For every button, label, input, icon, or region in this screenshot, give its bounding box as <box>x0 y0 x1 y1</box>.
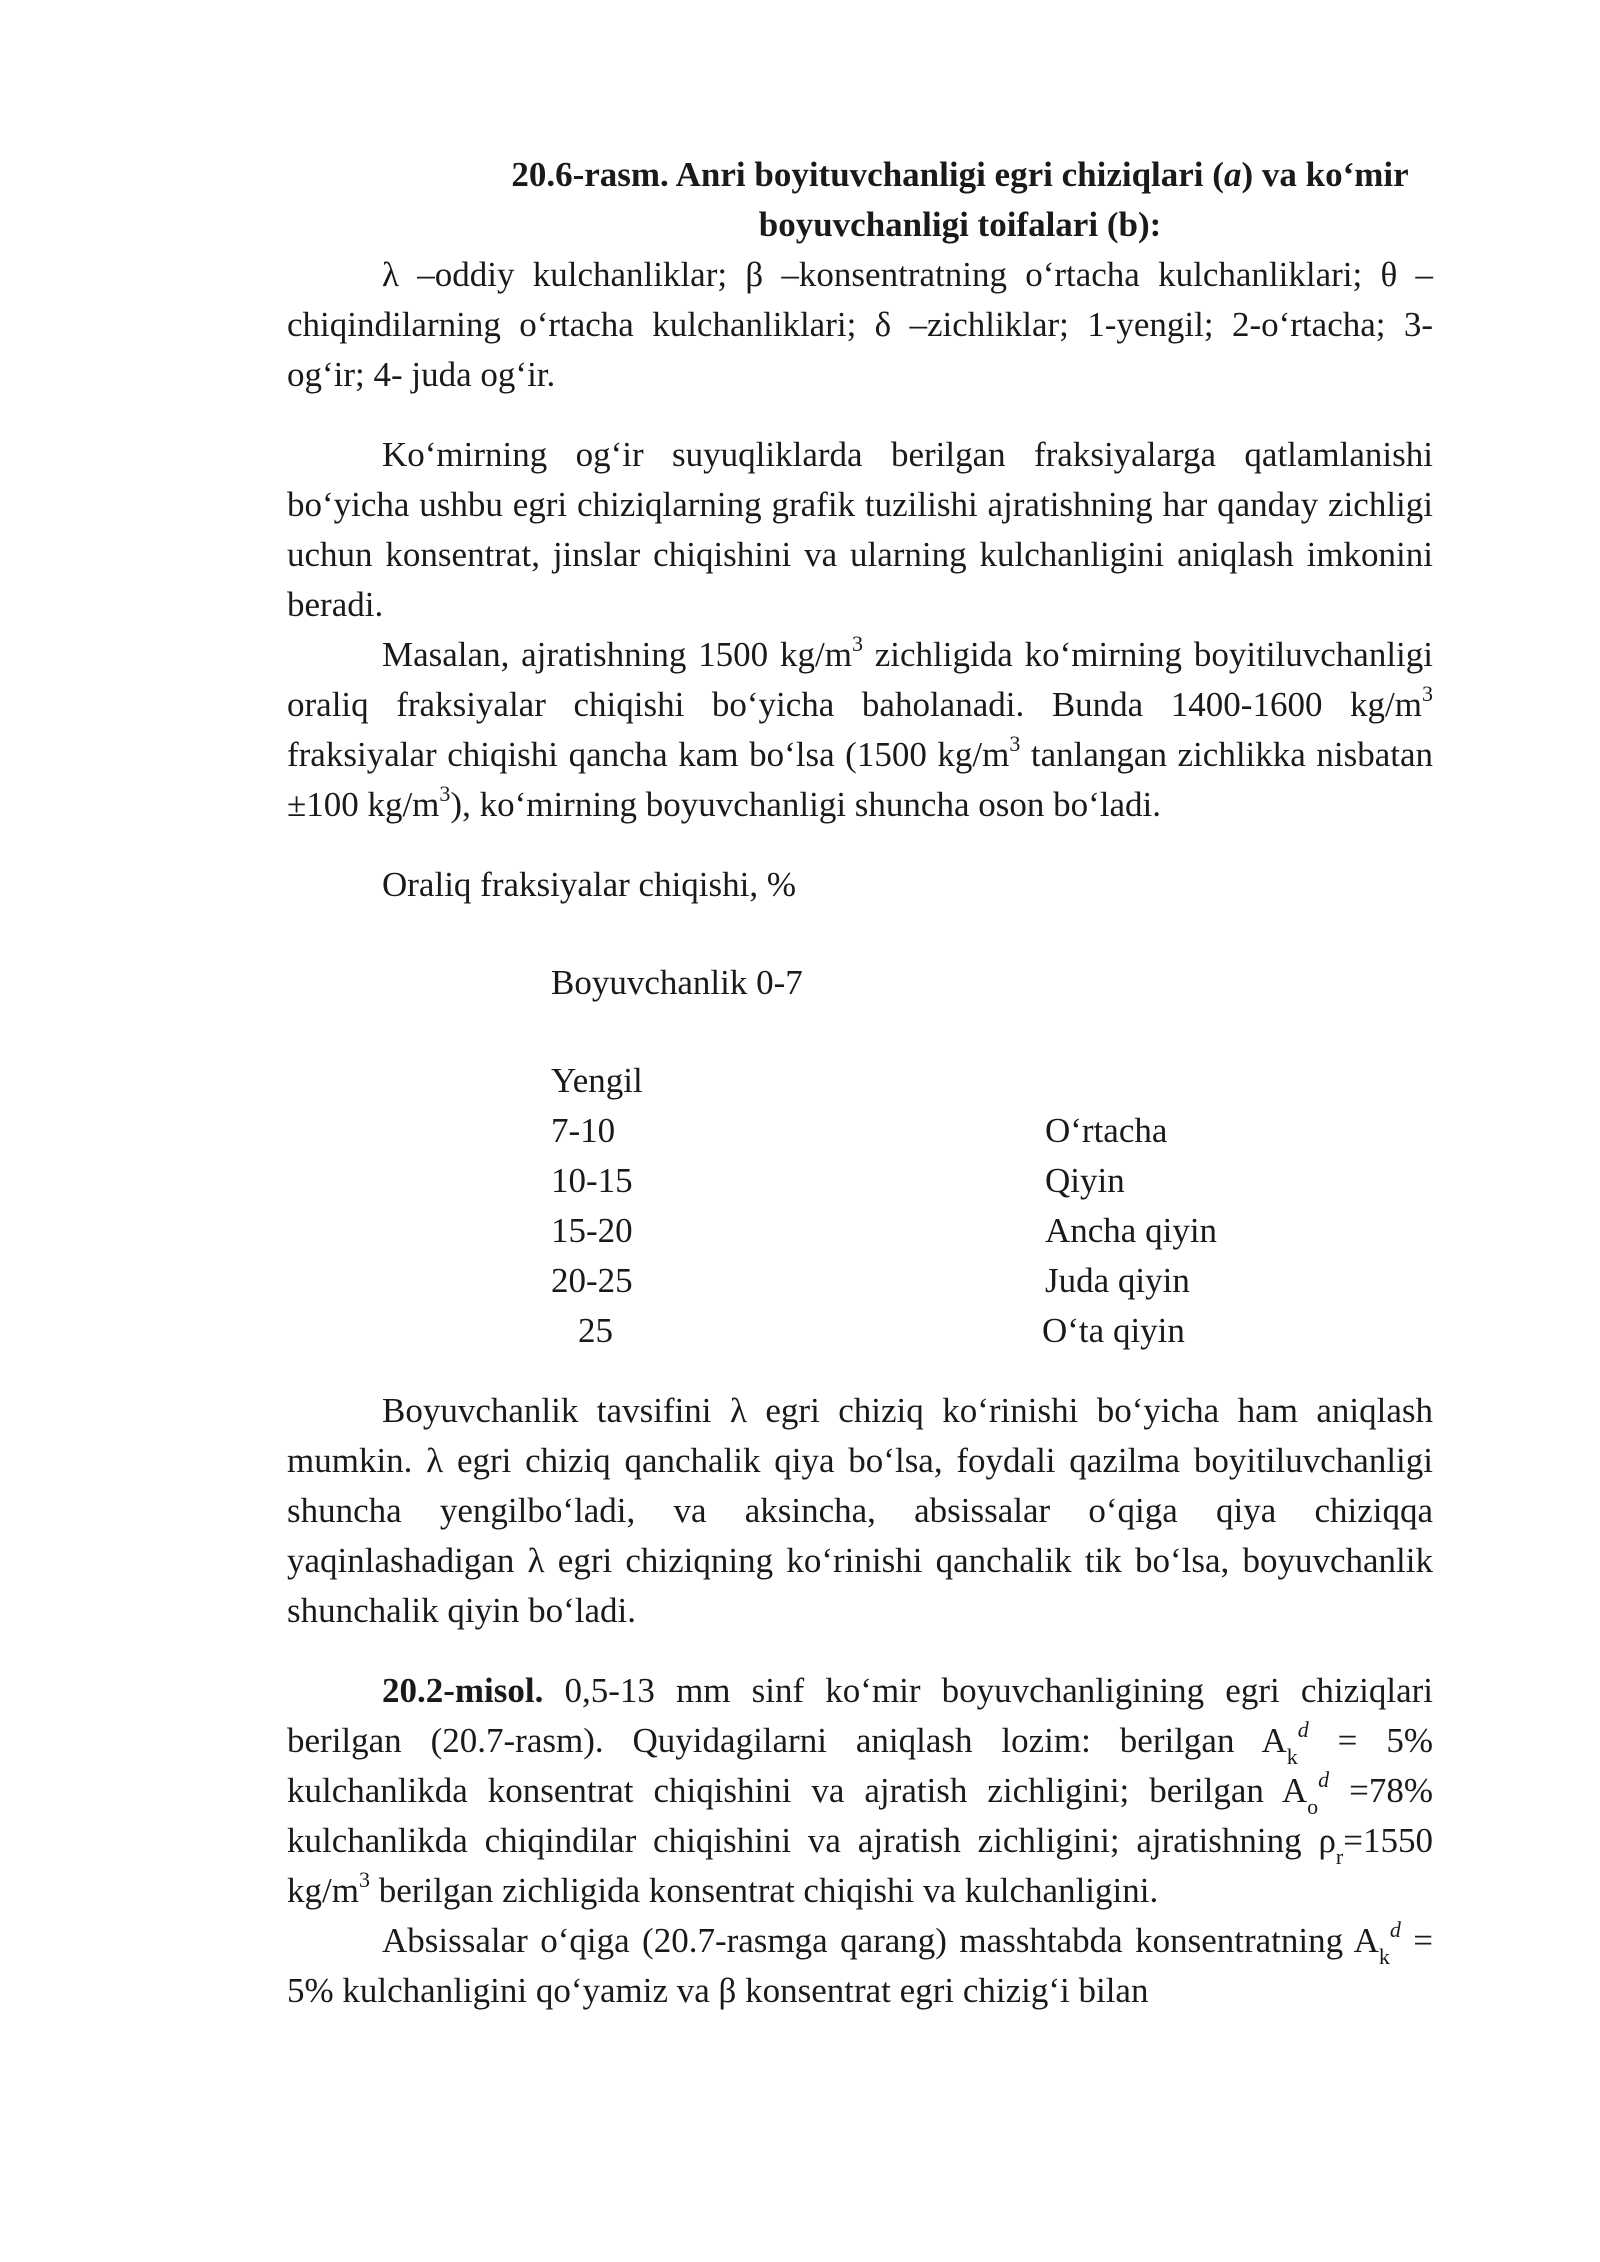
table-row <box>551 1306 1433 1356</box>
table-label: Oʻrtacha <box>1045 1111 1168 1150</box>
table-label: Juda qiyin <box>1045 1261 1190 1300</box>
table-range: 10-15 <box>551 1161 633 1200</box>
table-row <box>551 1206 1433 1256</box>
table-row <box>551 1056 1433 1106</box>
figure-caption-title <box>487 150 1433 250</box>
table-label: Ancha qiyin <box>1045 1211 1218 1250</box>
figure-caption-legend: λ –oddiy kulchanliklar; β –konsentratning oʻrtacha kulchanliklari; θ –chiqindilarning oʻrtacha kulchanliklari; δ –zichliklar; 1-yengil; 2-oʻrtacha; 3-ogʻir; 4- juda ogʻir. <box>287 255 1433 394</box>
caption-title-italic: a <box>1223 155 1242 194</box>
table-range: 25 <box>578 1311 613 1350</box>
table-range: 7-10 <box>551 1111 616 1150</box>
table-row <box>551 1256 1433 1306</box>
paragraph-2: Masalan, ajratishning 1500 $kg/m^3$ zichligida koʻmirning boyitiluvchanligi oraliq fraksiyalar chiqishi boʻyicha baholanadi. Bunda 1400-1600 $kg/m^3$ fraksiyalar chiqishi qancha kam boʻlsa (1500 $kg/m^3$ tanlangan zichlikka nisbatan ±100 $kg/m^3$), koʻmirning boyuvchanligi shuncha oson boʻladi. <box>287 631 1434 824</box>
table-row <box>551 958 1433 1008</box>
paragraph-1: Koʻmirning ogʻir suyuqliklarda berilgan fraksiyalarga qatlamlanishi boʻyicha ushbu egri chiziqlarning grafik tuzilishi ajratishning har qanday zichligi uchun konsentrat, jinslar chiqishini va ularning kulchanligini aniqlash imkonini beradi. <box>287 435 1433 624</box>
table-label: Oʻta qiyin <box>1042 1311 1185 1350</box>
table-row <box>551 1106 1433 1156</box>
table-heading: Oraliq fraksiyalar chiqishi, % <box>382 865 797 904</box>
paragraph-3: Boyuvchanlik tavsifini λ egri chiziq koʻrinishi boʻyicha ham aniqlash mumkin. λ egri chiziq qanchalik qiya boʻlsa, foydali qazilma boyitiluvchanligi shuncha yengilboʻladi, va aksincha, absissalar oʻqiga qiya chiziqqa yaqinlashadigan λ egri chiziqning koʻrinishi qanchalik tik boʻlsa, boyuvchanlik shunchalik qiyin boʻladi. <box>287 1391 1433 1630</box>
washability-table <box>551 958 1433 1356</box>
caption-title-text: 20.6-rasm. Anri boyituvchanligi egri chiziqlari ( <box>511 155 1224 194</box>
document-page <box>287 150 1433 2016</box>
paragraph-4: Absissalar oʻqiga (20.7-rasmga qarang) masshtabda konsentratning $A_k^d = 5\%$ kulchanligini qoʻyamiz va β konsentrat egri chizigʻi bilan <box>287 1917 1433 2010</box>
table-range: 20-25 <box>551 1261 633 1300</box>
example-paragraph: 20.2-misol. 0,5-13 mm sinf koʻmir boyuvchanligining egri chiziqlari berilgan (20.7-rasm). Quyidagilarni aniqlash lozim: berilgan $A_k^d = 5\%$ kulchanlikda konsentrat chiqishini va ajratish zichligini; berilgan $A_o^d =78\%$ kulchanlikda chiqindilar chiqishini va ajratish zichligini; ajratishning $\rho_r=1550$ $kg/m^3$ berilgan zichligida konsentrat chiqishi va kulchanligini. <box>287 1671 1433 1910</box>
caption-title-text-end: ) va koʻmir <box>1241 155 1409 194</box>
table-row <box>551 1156 1433 1206</box>
example-label: 20.2-misol. <box>382 1671 544 1710</box>
table-label-yengil: Yengil <box>551 1061 643 1100</box>
caption-title-line2: boyuvchanligi toifalari (b): <box>758 205 1162 244</box>
table-label: Qiyin <box>1045 1161 1125 1200</box>
table-range: 15-20 <box>551 1211 633 1250</box>
table-first-row: Boyuvchanlik 0-7 <box>551 963 803 1002</box>
